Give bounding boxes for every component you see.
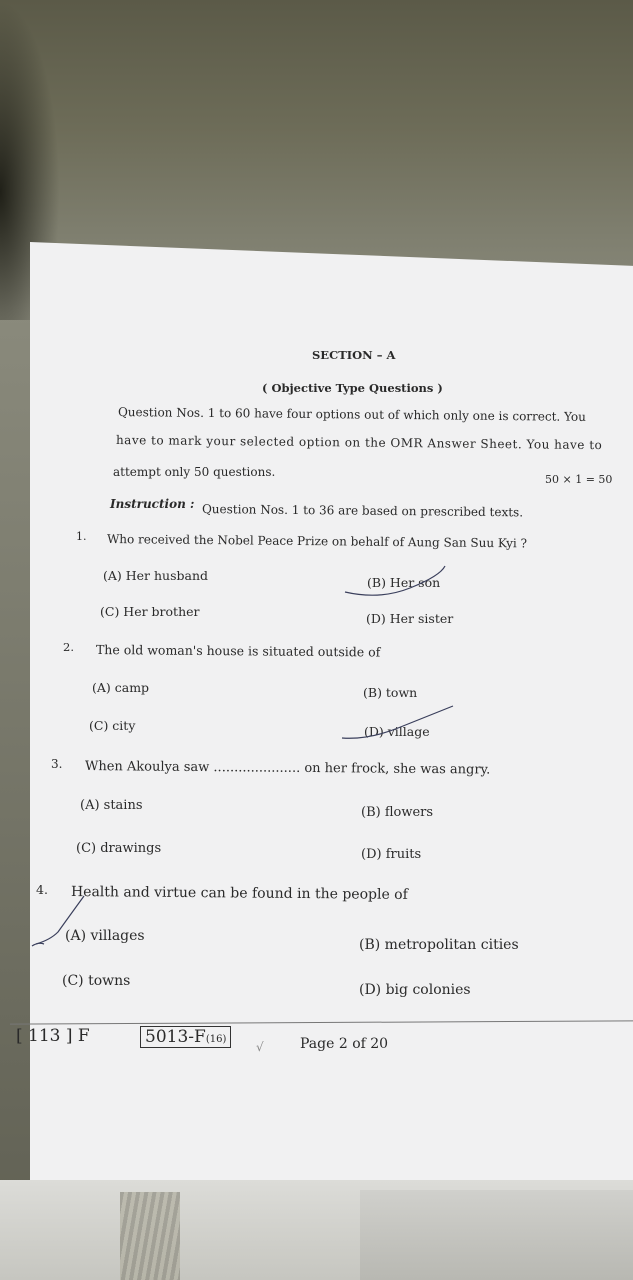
question-1-option-d: (D) Her sister <box>366 611 454 626</box>
question-2-text: The old woman's house is situated outside of <box>95 642 381 660</box>
question-3-option-c: (C) drawings <box>76 841 162 856</box>
question-2-option-d: (D) village <box>364 724 430 739</box>
question-2-number: 2. <box>63 640 74 654</box>
question-1-option-a: (A) Her husband <box>103 568 209 583</box>
floor-strip <box>120 1192 180 1280</box>
footer-code: [ 113 ] F <box>16 1026 90 1046</box>
question-3-number: 3. <box>51 757 63 771</box>
question-4-option-c: (C) towns <box>62 973 131 989</box>
question-1-option-c: (C) Her brother <box>100 604 200 619</box>
question-4-option-a: (A) villages <box>65 928 145 944</box>
tick-mark: √ <box>256 1040 264 1054</box>
floor-area <box>360 1190 633 1280</box>
pen-mark-q4-a <box>28 890 88 950</box>
question-4-number: 4. <box>36 882 48 897</box>
paper-code-sub: (16) <box>205 1034 227 1045</box>
section-subtitle: ( Objective Type Questions ) <box>262 381 443 395</box>
question-3-option-d: (D) fruits <box>361 847 422 862</box>
instruction-text: Question Nos. 1 to 36 are based on prescribed texts. <box>201 502 524 520</box>
question-4-option-d: (D) big colonies <box>359 982 471 998</box>
paper-code-box <box>140 1026 231 1048</box>
intro-line-3: attempt only 50 questions. <box>113 465 276 479</box>
question-1-option-b: (B) Her son <box>367 575 441 590</box>
question-3-option-a: (A) stains <box>80 798 143 813</box>
question-3-text: When Akoulya saw ..................... on her frock, she was angry. <box>84 759 491 778</box>
instruction-label: Instruction : <box>110 497 195 511</box>
pen-mark-q2-d <box>338 702 458 744</box>
question-2-option-c: (C) city <box>89 718 136 733</box>
paper-code: 5013-F <box>145 1027 206 1047</box>
question-2-option-b: (B) town <box>363 685 418 700</box>
marks-formula: 50 × 1 = 50 <box>545 473 613 486</box>
question-3-option-b: (B) flowers <box>361 805 434 820</box>
question-1-number: 1. <box>76 530 87 543</box>
pen-mark-q1-b <box>340 562 450 602</box>
intro-line-1: Question Nos. 1 to 60 have four options out of which only one is correct. You <box>117 405 586 424</box>
question-4-option-b: (B) metropolitan cities <box>359 937 519 953</box>
intro-line-2: have to mark your selected option on the OMR Answer Sheet. You have to <box>115 433 603 453</box>
question-2-option-a: (A) camp <box>92 680 150 695</box>
question-4-text: Health and virtue can be found in the people of <box>70 884 408 903</box>
question-1-text: Who received the Nobel Peace Prize on behalf of Aung San Suu Kyi ? <box>106 532 528 551</box>
section-title: SECTION – A <box>312 348 396 362</box>
page-number: Page 2 of 20 <box>300 1036 389 1052</box>
